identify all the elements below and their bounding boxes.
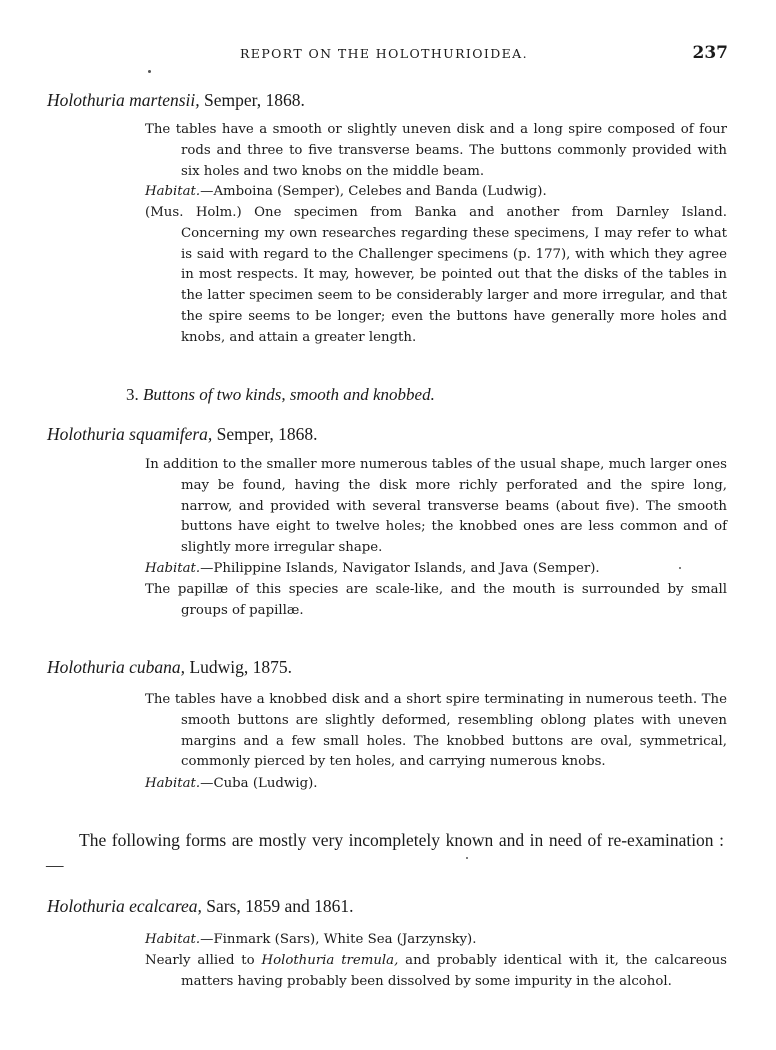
remarks-martensii: (Mus. Holm.) One specimen from Banka and another from Darnley Island. Concerning my own researches regarding these specimens, I may refer to what is said with regard to the Challenger specimens (p. 177), with which they agree in most respects. It may, however, be pointed out that the disks of the tables in the latter specimen seem to be considerably larger and more irregular, and that the spire seems to be longer; even the buttons have generally more holes and knobs, and attain a greater length. (145, 205, 727, 345)
page-speck (466, 857, 468, 859)
habitat-squamifera (145, 559, 727, 580)
species-name: Holothuria martensii, (47, 90, 200, 110)
habitat-ecalcarea (145, 930, 727, 951)
habitat-label: Habitat. (145, 932, 201, 947)
subsection-number: 3. (126, 385, 139, 404)
remarks-ecalcarea (145, 951, 727, 993)
running-header (0, 43, 776, 68)
habitat-label: Habitat. (145, 184, 201, 199)
species-heading-martensii (47, 90, 305, 111)
habitat-martensii (145, 182, 727, 203)
species-authority: Sars, 1859 and 1861. (206, 896, 354, 916)
page-number: 237 (692, 43, 728, 63)
species-name: Holothuria cubana, (47, 657, 186, 677)
remarks-text-pre: Nearly allied to (145, 953, 262, 968)
species-authority: Semper, 1868. (204, 90, 305, 110)
species-heading-cubana (47, 657, 292, 678)
description-squamifera: In addition to the smaller more numerous tables of the usual shape, much larger ones may be found, having the disk more richly perforated and the spire long, narrow, and provided with several transverse beams (about five). The smooth buttons have eight to twelve holes; the knobbed ones are less common and of slightly more irregular shape. (145, 457, 727, 556)
remarks-species-name: Holothuria tremula, (261, 953, 399, 968)
page-speck (679, 567, 681, 569)
species-heading-ecalcarea (47, 896, 354, 917)
intro-paragraph: The following forms are mostly very incompletely known and in need of re-examination :— (46, 830, 724, 875)
description-cubana: The tables have a knobbed disk and a short spire terminating in numerous teeth. The smooth buttons are slightly deformed, resembling oblong plates with uneven margins and a few small holes. The knobbed buttons are oval, symmetrical, commonly pierced by ten holes, and carrying numerous knobs. (145, 692, 727, 770)
species-heading-squamifera (47, 424, 318, 445)
species-name: Holothuria ecalcarea, (47, 896, 202, 916)
subsection-heading (126, 385, 435, 405)
habitat-text: —Philippine Islands, Navigator Islands, and Java (Semper). (200, 561, 600, 576)
habitat-text: —Amboina (Semper), Celebes and Banda (Ludwig). (200, 184, 547, 199)
header-title: REPORT ON THE HOLOTHURIOIDEA. (240, 46, 528, 61)
habitat-cubana (145, 774, 727, 795)
remarks-text-post: and probably identical with it, the calcareous matters having probably been dissolved by some impurity in the alcohol. (181, 953, 727, 989)
habitat-text: —Cuba (Ludwig). (200, 776, 318, 791)
description-martensii: The tables have a smooth or slightly uneven disk and a long spire composed of four rods and three to five transverse beams. The buttons commonly provided with six holes and two knobs on the middle beam. (145, 122, 727, 179)
species-authority: Semper, 1868. (216, 424, 318, 444)
habitat-label: Habitat. (145, 561, 201, 576)
species-name: Holothuria squamifera, (47, 424, 213, 444)
page-speck (148, 70, 151, 73)
species-authority: Ludwig, 1875. (189, 657, 293, 677)
subsection-title: Buttons of two kinds, smooth and knobbed. (143, 385, 435, 404)
habitat-label: Habitat. (145, 776, 201, 791)
habitat-text: —Finmark (Sars), White Sea (Jarzynsky). (200, 932, 477, 947)
remarks-squamifera: The papillæ of this species are scale-like, and the mouth is surrounded by small groups of papillæ. (145, 582, 727, 618)
